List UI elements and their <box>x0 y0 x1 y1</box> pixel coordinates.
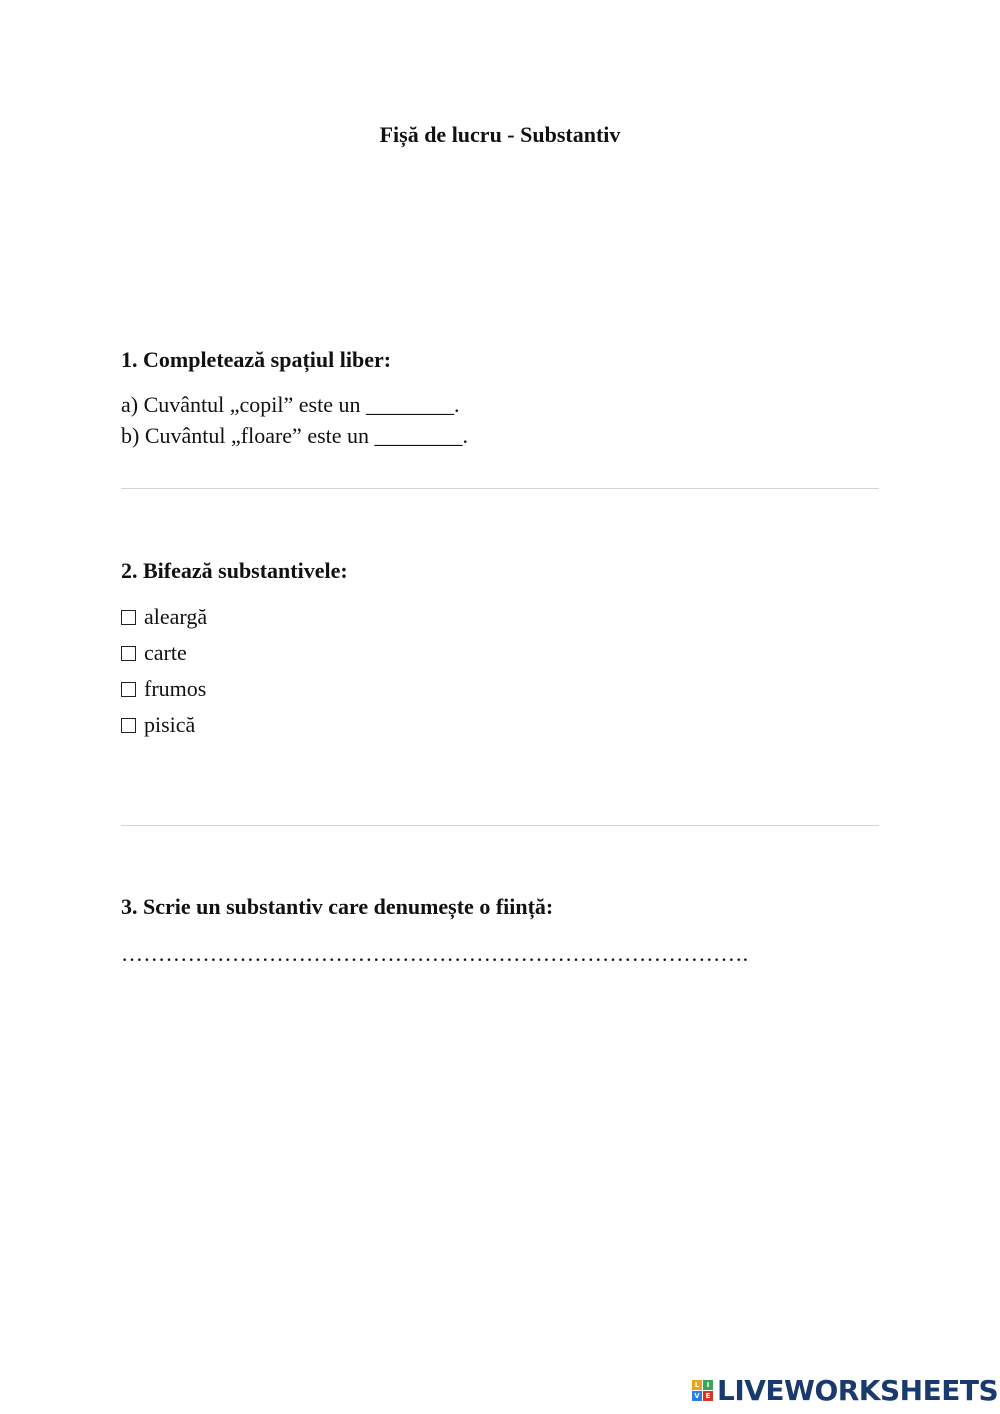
checkbox-option[interactable] <box>121 675 206 703</box>
checkbox-option[interactable] <box>121 639 187 667</box>
checkbox-icon[interactable] <box>121 682 136 697</box>
question-1-line-b: b) Cuvântul „floare” este un ________. <box>121 423 469 448</box>
checkbox-label: carte <box>144 640 187 665</box>
logo-icon-cell: E <box>703 1391 713 1401</box>
liveworksheets-logo <box>692 1374 998 1406</box>
logo-icon-cell: I <box>703 1380 713 1390</box>
checkbox-label: aleargă <box>144 604 208 629</box>
logo-icon <box>692 1380 713 1401</box>
logo-icon-cell: V <box>692 1391 702 1401</box>
page-title: Fișă de lucru - Substantiv <box>379 122 621 147</box>
answer-line[interactable]: …………………………………………………………………………. <box>121 941 749 966</box>
question-3-heading: 3. Scrie un substantiv care denumește o ființă: <box>121 894 554 919</box>
question-1-heading: 1. Completează spațiul liber: <box>121 347 392 372</box>
checkbox-label: pisică <box>144 712 196 737</box>
checkbox-icon[interactable] <box>121 610 136 625</box>
checkbox-icon[interactable] <box>121 646 136 661</box>
checkbox-option[interactable] <box>121 711 195 739</box>
question-1-line-a: a) Cuvântul „copil” este un ________. <box>121 392 460 417</box>
question-2-heading: 2. Bifează substantivele: <box>121 558 348 583</box>
divider <box>121 825 879 826</box>
checkbox-option[interactable] <box>121 603 207 631</box>
brand-name: LIVEWORKSHEETS <box>717 1373 999 1407</box>
checkbox-icon[interactable] <box>121 718 136 733</box>
divider <box>121 488 879 489</box>
checkbox-label: frumos <box>144 676 207 701</box>
logo-icon-cell: L <box>692 1380 702 1390</box>
